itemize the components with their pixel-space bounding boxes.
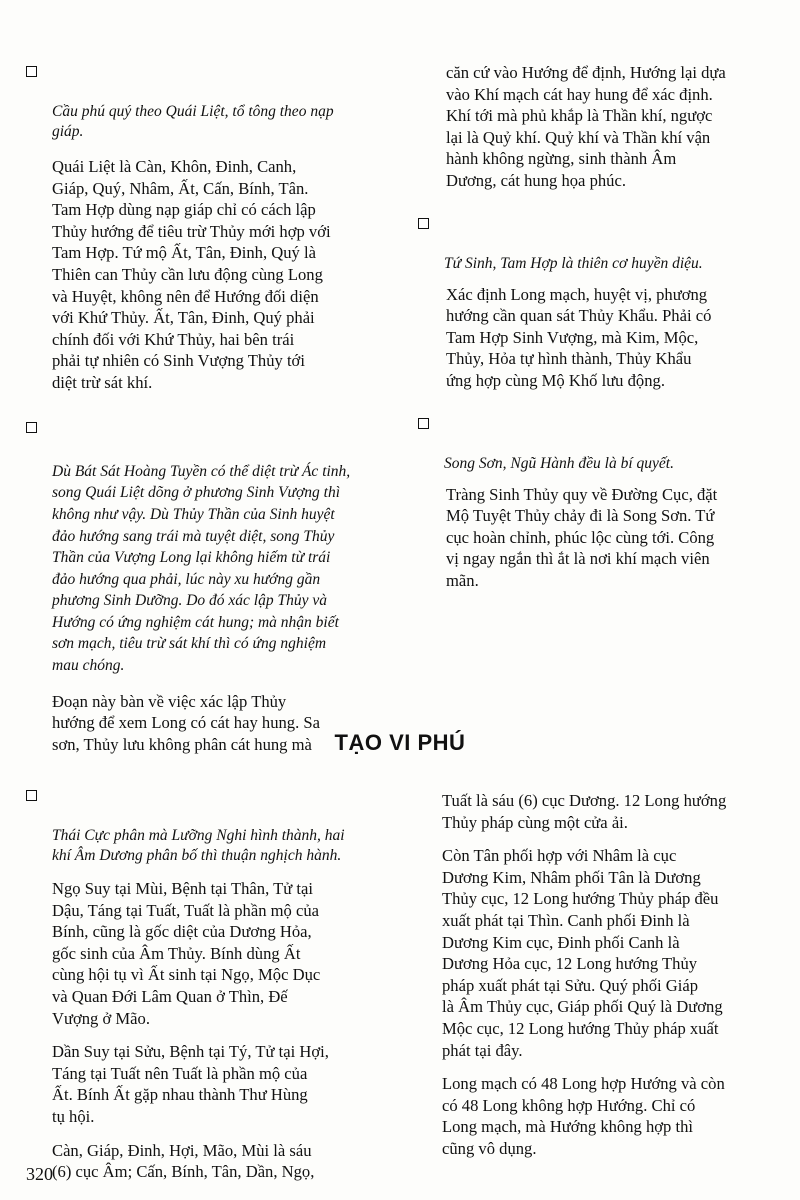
checkbox-bullet-icon: [26, 66, 37, 77]
list-item: [26, 786, 390, 866]
section-title: TẠO VI PHÚ: [334, 730, 466, 755]
list-item: [26, 418, 390, 677]
paragraph: Long mạch có 48 Long hợp Hướng và còn có 48 Long không hợp Hướng. Chỉ có Long mạch, mà Hướng không hợp thì cũng vô dụng.: [442, 1074, 725, 1158]
paragraph: Càn, Giáp, Đinh, Hợi, Mão, Mùi là sáu (6) cục Âm; Cấn, Bính, Tân, Dần, Ngọ,: [52, 1140, 315, 1182]
paragraph: Tràng Sinh Thủy quy về Đường Cục, đặt Mộ Tuyệt Thủy chảy đi là Song Sơn. Tứ cục hoàn chỉnh, phúc lộc cùng tới. Công vị ngay ngắn thì ắt là nơi khí mạch viên mãn.: [446, 484, 718, 590]
paragraph: Đoạn này bàn về việc xác lập Thủy hướng để xem Long có cát hay hung. Sa sơn, Thủy lưu không phân cát hung mà: [52, 691, 320, 754]
checkbox-bullet-icon: [26, 790, 37, 801]
list-item: [418, 414, 778, 474]
paragraph: Quái Liệt là Càn, Khôn, Đinh, Canh, Giáp, Quý, Nhâm, Ất, Cấn, Bính, Tân. Tam Hợp dùng nạp giáp chỉ có cách lập Thủy hướng để tiêu trừ Thủy mới hợp với Tam Hợp. Tứ mộ Ất, Tân, Đinh, Quý là Thiên can Thủy cần lưu động cùng Long và Huyệt, không nên để Hướng đối diện với Khứ Thủy. Ất, Tân, Đinh, Quý phải chính đối với Khứ Thủy, hai bên trái phải tự nhiên có Sinh Vượng Thủy tới diệt trừ sát khí.: [52, 157, 331, 392]
paragraph: Còn Tân phối hợp với Nhâm là cục Dương Kim, Nhâm phối Tân là Dương Thủy cục, 12 Long hướng Thủy pháp đều xuất phát tại Thìn. Canh phối Đinh là Dương Kim cục, Đinh phối Canh là Dương Hỏa cục, 12 Long hướng Thủy pháp xuất phát tại Sửu. Quý phối Giáp là Âm Thủy cục, Giáp phối Quý là Dương Mộc cục, 12 Long hướng Thủy pháp xuất phát tại đây.: [442, 846, 723, 1060]
item-text: Tứ Sinh, Tam Hợp là thiên cơ huyền diệu.: [444, 254, 703, 272]
paragraph: Xác định Long mạch, huyệt vị, phương hướng cần quan sát Thủy Khẩu. Phải có Tam Hợp Sinh Vượng, mà Kim, Mộc, Thủy, Hỏa tự hình thành, Thủy Khẩu ứng hợp cùng Mộ Khố lưu động.: [446, 284, 712, 390]
top-left-column: [26, 62, 390, 755]
paragraph: Dần Suy tại Sửu, Bệnh tại Tý, Tử tại Hợi, Táng tại Tuất nên Tuất là phần mộ của Ất. Bính Ất gặp nhau thành Thư Hùng tụ hội.: [52, 1042, 329, 1126]
checkbox-bullet-icon: [418, 218, 429, 229]
paragraph: căn cứ vào Hướng để định, Hướng lại dựa vào Khí mạch cát hay hung để xác định. Khí tới mà phủ khắp là Thần khí, ngược lại là Quỷ khí. Quỷ khí và Thần khí vận hành không ngừng, sinh thành Âm Dương, cát hung họa phúc.: [446, 63, 726, 190]
top-right-column: [418, 62, 778, 592]
bottom-left-column: [26, 786, 390, 1183]
checkbox-bullet-icon: [418, 418, 429, 429]
page-number: 320: [26, 1164, 53, 1184]
list-item: [418, 214, 778, 274]
paragraph: Ngọ Suy tại Mùi, Bệnh tại Thân, Tử tại Dậu, Táng tại Tuất, Tuất là phần mộ của Bính, cũng là gốc diệt của Dương Hỏa, gốc sinh của Âm Thủy. Bính dùng Ất cùng hội tụ vì Ất sinh tại Ngọ, Mộc Dục và Quan Đới Lâm Quan ở Thìn, Đế Vượng ở Mão.: [52, 879, 321, 1028]
item-text: Thái Cực phân mà Lưỡng Nghi hình thành, hai khí Âm Dương phân bố thì thuận nghịch hành.: [52, 827, 345, 864]
item-text: Dù Bát Sát Hoàng Tuyền có thể diệt trừ Ác tinh, song Quái Liệt dõng ở phương Sinh Vượng thì không như vậy. Dù Thủy Thần của Sinh huyệt đảo hướng sang trái mà tuyệt diệt, song Thủy Thần của Vượng Long lại không hiếm từ trái đảo hướng qua phải, lúc này xu hướng gần phương Sinh Dưỡng. Do đó xác lập Thủy và Hướng có ứng nghiệm cát hung; mà nhận biết sơn mạch, tiêu trừ sát khí thì có ứng nghiệm mau chóng.: [52, 462, 351, 675]
checkbox-bullet-icon: [26, 422, 37, 433]
item-text: Cầu phú quý theo Quái Liệt, tổ tông theo nạp giáp.: [52, 103, 334, 140]
paragraph: Tuất là sáu (6) cục Dương. 12 Long hướng Thủy pháp cùng một cửa ải.: [442, 791, 727, 832]
bottom-right-column: [442, 790, 778, 1160]
list-item: [26, 62, 390, 142]
item-text: Song Sơn, Ngũ Hành đều là bí quyết.: [444, 454, 674, 472]
